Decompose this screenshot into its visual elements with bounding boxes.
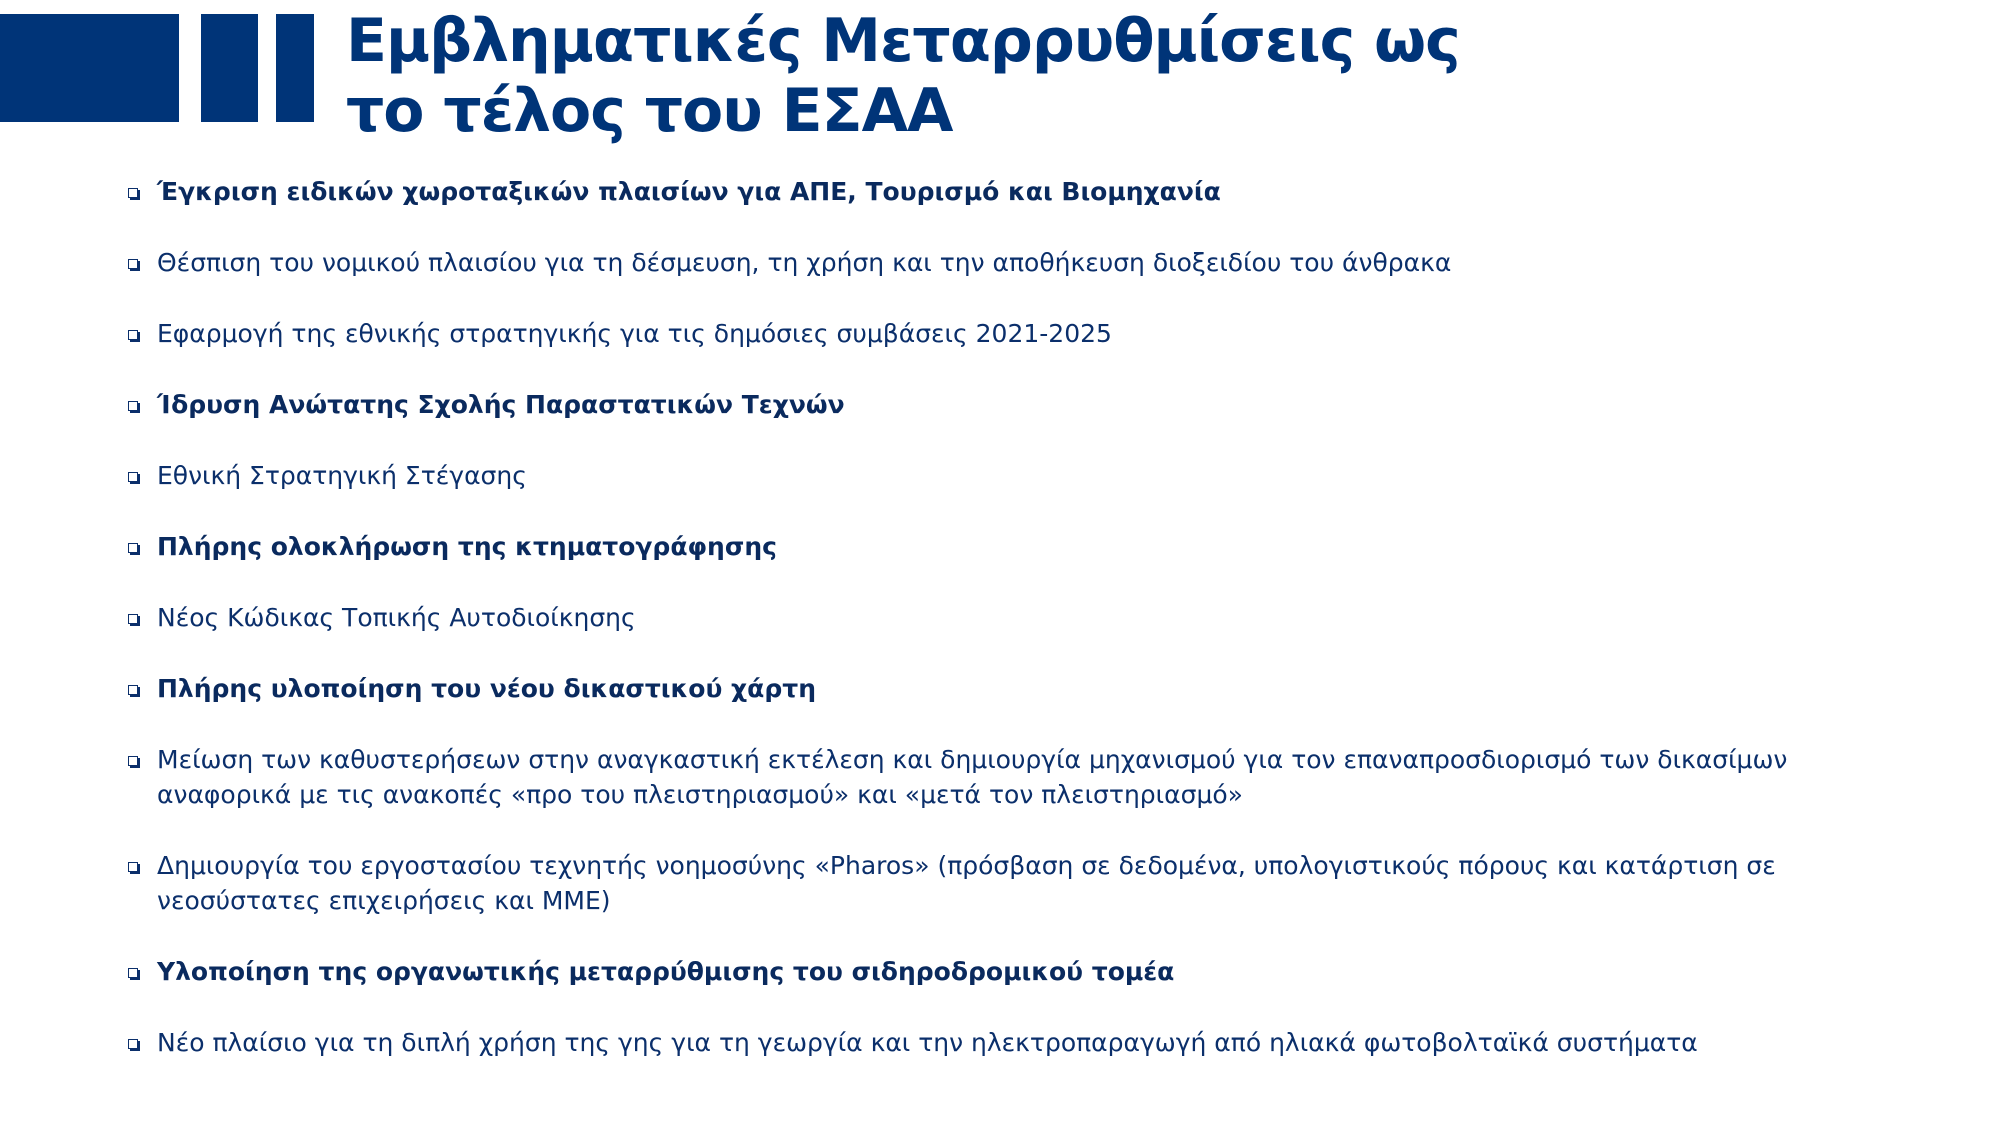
list-item [128,1025,1828,1060]
square-bullet-icon [128,685,138,695]
list-item [128,529,1828,564]
square-bullet-icon [128,472,138,482]
list-item-text: Δημιουργία του εργοστασίου τεχνητής νοημοσύνης «Pharos» (πρόσβαση σε δεδομένα, υπολογιστικούς πόρους και κατάρτιση σε νεοσύστατες επιχειρήσεις και ΜΜΕ) [157,851,1776,915]
square-bullet-icon [128,1039,138,1049]
square-bullet-icon [128,259,138,269]
list-item [128,848,1828,918]
list-item [128,245,1828,280]
square-bullet-icon [128,862,138,872]
decorative-bar-medium [201,14,258,122]
decorative-bar-large [0,14,179,122]
square-bullet-icon [128,968,138,978]
list-item-text: Πλήρης υλοποίηση του νέου δικαστικού χάρτη [157,674,817,703]
square-bullet-icon [128,401,138,411]
list-item-text: Θέσπιση του νομικού πλαισίου για τη δέσμευση, τη χρήση και την αποθήκευση διοξειδίου του άνθρακα [157,248,1452,277]
list-item-text: Μείωση των καθυστερήσεων στην αναγκαστική εκτέλεση και δημιουργία μηχανισμού για τον επαναπροσδιορισμό των δικασίμων αναφορικά με τις ανακοπές «προ του πλειστηριασμού» και «μετά τον πλειστηριασμό» [157,745,1788,809]
square-bullet-icon [128,188,138,198]
list-item-text: Εθνική Στρατηγική Στέγασης [157,461,527,490]
list-item [128,600,1828,635]
square-bullet-icon [128,614,138,624]
decorative-bar-small [276,14,314,122]
list-item-text: Υλοποίηση της οργανωτικής μεταρρύθμισης του σιδηροδρομικού τομέα [157,957,1175,986]
reforms-list [128,174,1828,1096]
list-item-text: Νέο πλαίσιο για τη διπλή χρήση της γης για τη γεωργία και την ηλεκτροπαραγωγή από ηλιακά φωτοβολταϊκά συστήματα [157,1028,1698,1057]
list-item-text: Νέος Κώδικας Τοπικής Αυτοδιοίκησης [157,603,636,632]
list-item-text: Πλήρης ολοκλήρωση της κτηματογράφησης [157,532,777,561]
list-item-text: Ίδρυση Ανώτατης Σχολής Παραστατικών Τεχνών [157,390,845,419]
list-item-text: Έγκριση ειδικών χωροταξικών πλαισίων για ΑΠΕ, Τουρισμό και Βιομηχανία [157,177,1221,206]
slide-title: Εμβληματικές Μεταρρυθμίσεις ως το τέλος του ΕΣΑΑ [346,6,1460,146]
list-item [128,671,1828,706]
list-item-text: Εφαρμογή της εθνικής στρατηγικής για τις δημόσιες συμβάσεις 2021-2025 [157,319,1112,348]
list-item [128,458,1828,493]
square-bullet-icon [128,756,138,766]
square-bullet-icon [128,543,138,553]
list-item [128,742,1828,812]
square-bullet-icon [128,330,138,340]
list-item [128,174,1828,209]
list-item [128,954,1828,989]
list-item [128,316,1828,351]
list-item [128,387,1828,422]
